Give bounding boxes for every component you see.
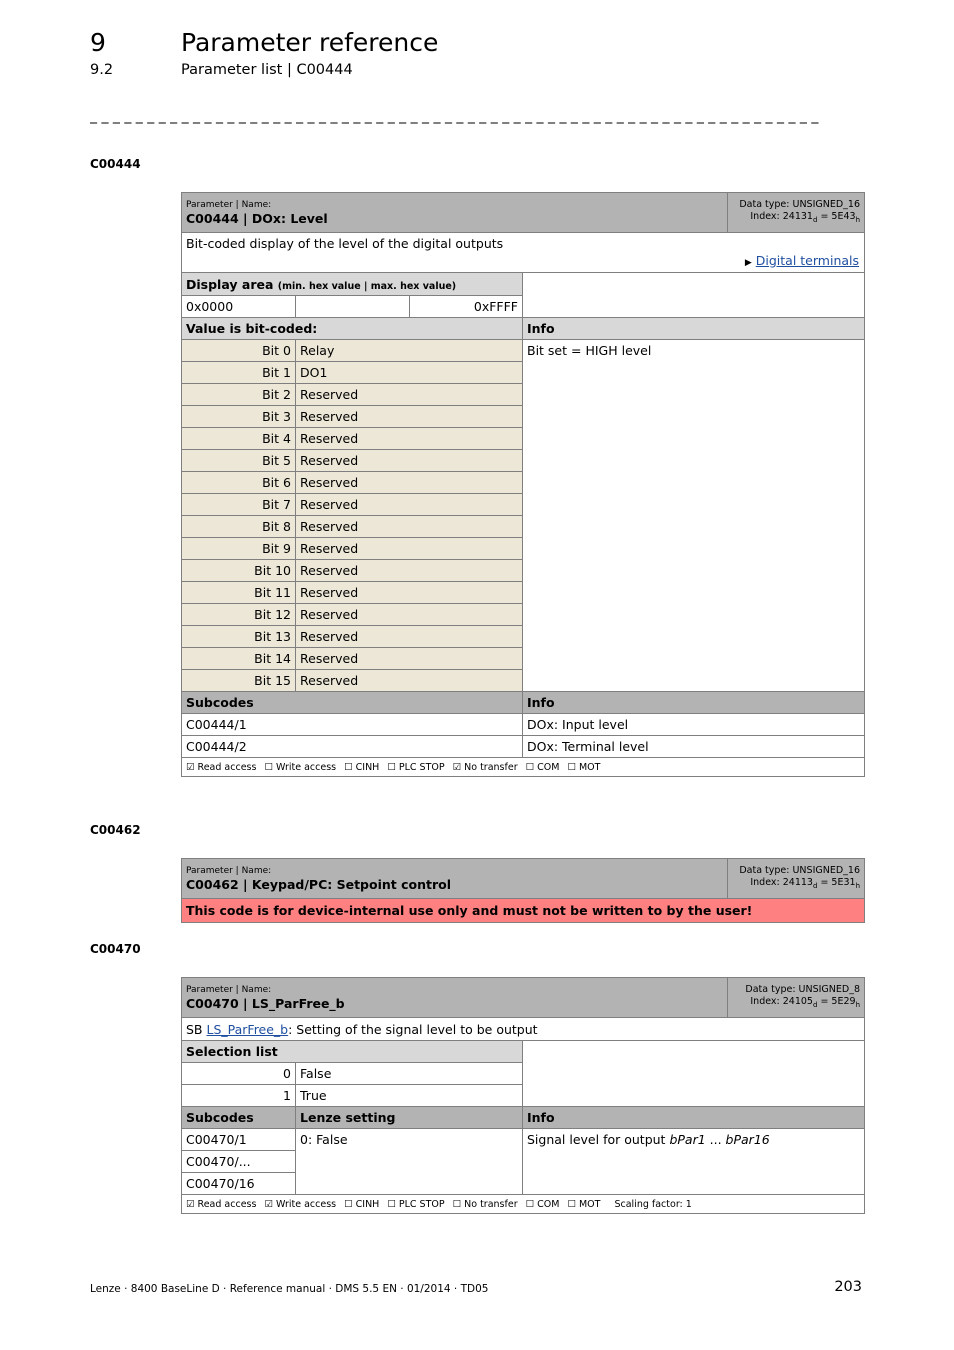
c00444-header-row — [182, 193, 865, 233]
data-type: Data type: UNSIGNED_8 — [745, 984, 861, 996]
param-name: C00444 | DOx: Level — [186, 210, 328, 226]
bit-row: Bit 0 Relay Bit set = HIGH level — [182, 340, 865, 362]
display-area-label: Display area — [186, 276, 274, 292]
subcodes-header: Subcodes — [182, 1107, 296, 1129]
bit-row: Bit 9 Reserved — [182, 538, 865, 560]
access-flags: ☑ Read access ☐ Write access ☐ CINH ☐ PLC STOP ☑ No transfer ☐ COM ☐ MOT — [182, 758, 865, 777]
index-value: Index: $24113_d = 5E31_h$ — [750, 877, 860, 890]
bit-row: Bit 1 DO1 — [182, 362, 865, 384]
subcode-info: Signal level for output bPar1 ... bPar16 — [523, 1129, 865, 1195]
bit-row: Bit 2 Reserved — [182, 384, 865, 406]
selection-row: 1 True — [182, 1085, 865, 1107]
param-name: C00462 | Keypad/PC: Setpoint control — [186, 876, 452, 892]
chapter-title: Parameter reference — [181, 28, 439, 57]
internal-use-warning: This code is for device-internal use only and must not be written to by the user! — [182, 899, 865, 923]
section-title: Parameter list | C00444 — [181, 62, 353, 78]
data-type: Data type: UNSIGNED_16 — [739, 199, 861, 211]
max-value: 0xFFFF — [410, 296, 523, 318]
lenze-setting-value: 0: False — [296, 1129, 523, 1195]
selection-row: 0 False — [182, 1063, 865, 1085]
bit-row: Bit 15 Reserved — [182, 670, 865, 692]
display-area-note: (min. hex value | max. hex value) — [277, 280, 457, 292]
bit-row: Bit 4 Reserved — [182, 428, 865, 450]
bit-row: Bit 8 Reserved — [182, 516, 865, 538]
c00462-table — [181, 858, 865, 923]
selection-list-header: Selection list — [182, 1041, 523, 1063]
subcode-row: C00470/1 0: False Signal level for output bPar1 ... bPar16 — [182, 1129, 865, 1151]
data-type: Data type: UNSIGNED_16 — [739, 865, 860, 877]
chapter-number: 9 — [90, 28, 106, 57]
min-value: 0x0000 — [182, 296, 296, 318]
section-number: 9.2 — [90, 62, 114, 78]
header-separator: _ _ _ _ _ _ _ _ _ _ _ _ _ _ _ _ _ _ _ _ _ _ _ _ _ _ _ _ _ _ _ _ _ _ _ _ _ _ _ _ _ _ _ _ _ _ _ _ _ _ _ _ _ _ _ _ _ _ _ _ _ _ _ _ — [90, 108, 819, 124]
subcode-row: C00444/1 DOx: Input level — [182, 714, 865, 736]
c00444-table — [181, 192, 865, 777]
param-name-label: Parameter | Name: — [186, 984, 272, 995]
page-number: 203 — [834, 1279, 862, 1295]
bit-row: Bit 13 Reserved — [182, 626, 865, 648]
bit-row: Bit 3 Reserved — [182, 406, 865, 428]
param-name: C00470 | LS_ParFree_b — [186, 995, 345, 1011]
link-arrow-icon: ▶ — [744, 258, 752, 268]
lenze-setting-header: Lenze setting — [296, 1107, 523, 1129]
info-header: Info — [523, 1107, 865, 1129]
bit-row: Bit 10 Reserved — [182, 560, 865, 582]
param-description: Bit-coded display of the level of the digital outputs — [186, 236, 504, 251]
bitcoded-label: Value is bit-coded: — [182, 318, 523, 340]
bit-info: Bit set = HIGH level — [523, 340, 865, 692]
subcode-row: C00444/2 DOx: Terminal level — [182, 736, 865, 758]
subcode-row: C00470/16 — [182, 1173, 865, 1195]
bit-row: Bit 11 Reserved — [182, 582, 865, 604]
info-header: Info — [523, 318, 865, 340]
subcode-row: C00470/... — [182, 1151, 865, 1173]
c00470-table — [181, 977, 865, 1214]
scaling-factor: Scaling factor: 1 — [614, 1198, 692, 1210]
param-name-label: Parameter | Name: — [186, 199, 272, 210]
ls-parfree-b-link[interactable]: LS_ParFree_b — [206, 1021, 289, 1037]
c00462-heading: C00462 — [90, 823, 141, 837]
subcodes-info-header: Info — [523, 692, 865, 714]
bit-row: Bit 14 Reserved — [182, 648, 865, 670]
param-description: SB LS_ParFree_b: Setting of the signal level to be output — [182, 1018, 865, 1041]
digital-terminals-link[interactable]: Digital terminals — [755, 253, 860, 268]
index-value: Index: $24105_d = 5E29_h$ — [750, 996, 861, 1009]
param-name-label: Parameter | Name: — [186, 865, 272, 876]
bit-row: Bit 6 Reserved — [182, 472, 865, 494]
c00470-heading: C00470 — [90, 942, 141, 956]
footer-text: Lenze · 8400 BaseLine D · Reference manual · DMS 5.5 EN · 01/2014 · TD05 — [90, 1283, 489, 1295]
index-value: Index: $24131_d = 5E43_h$ — [750, 211, 861, 224]
subcodes-header: Subcodes — [182, 692, 523, 714]
bit-row: Bit 5 Reserved — [182, 450, 865, 472]
bit-row: Bit 12 Reserved — [182, 604, 865, 626]
c00444-heading: C00444 — [90, 157, 141, 171]
access-flags: ☑ Read access ☑ Write access ☐ CINH ☐ PLC STOP ☐ No transfer ☐ COM ☐ MOT Scaling factor: 1 — [182, 1195, 865, 1214]
bit-row: Bit 7 Reserved — [182, 494, 865, 516]
